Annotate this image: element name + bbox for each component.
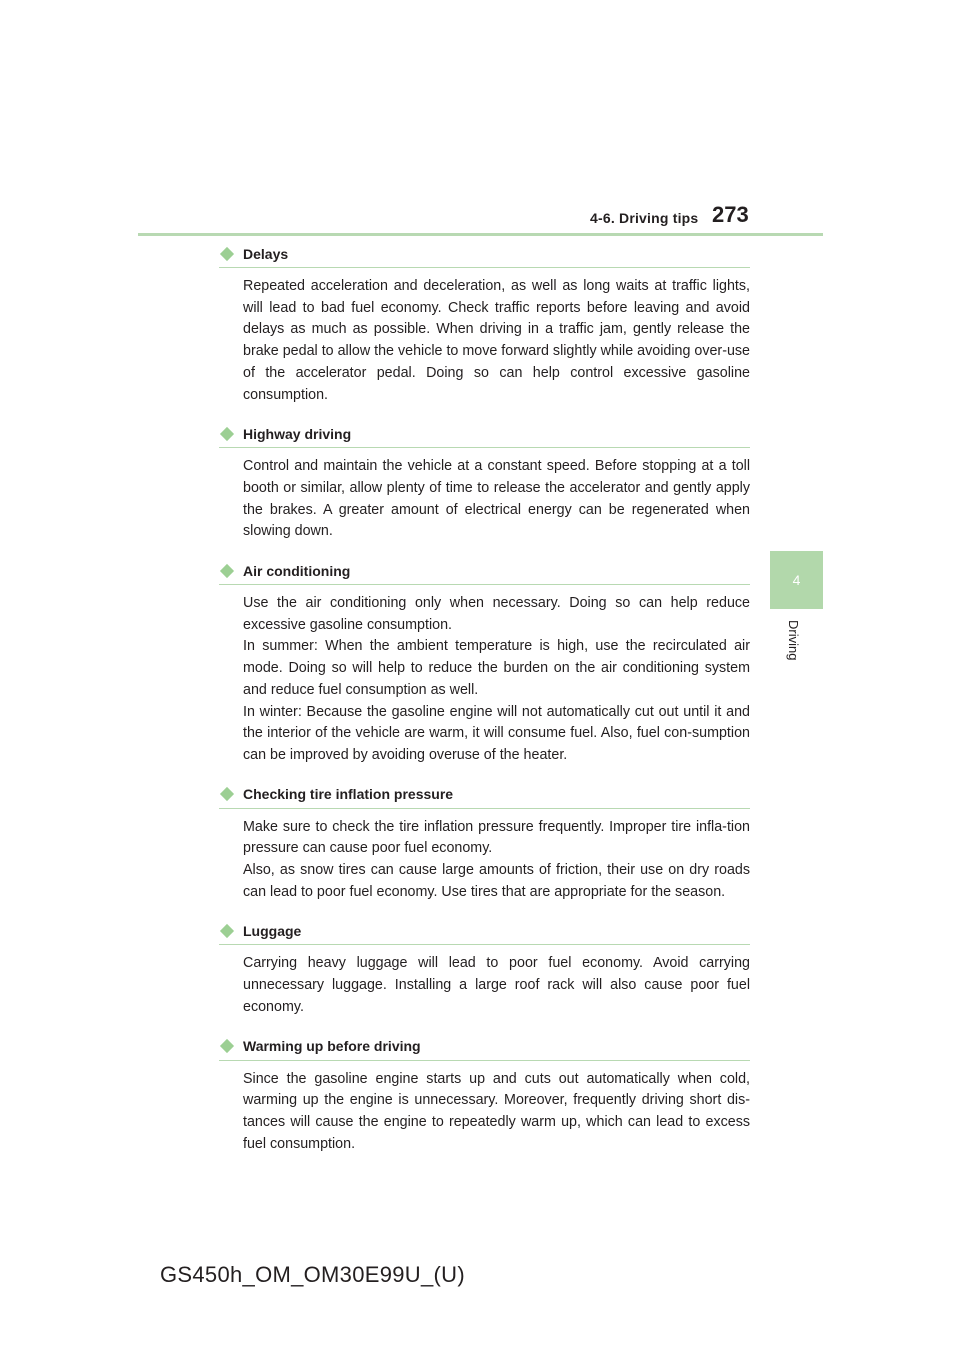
paragraph: Repeated acceleration and deceleration, as well as long waits at traffic lights, will lead to bad fuel economy. Check traffic reports before leaving and avoid delays as much as possible. When driving in a traffic jam, gently release the brake pedal to allow the vehicle to move forward slightly while avoiding over-use of the accelerator pedal. Doing so can help control excessive gasoline consumption. — [243, 278, 751, 403]
section-delays — [219, 240, 750, 406]
section-tire-pressure — [219, 781, 750, 904]
section-heading — [219, 1033, 750, 1061]
section-heading — [219, 557, 750, 585]
running-header-section: 4-6. Driving tips — [590, 210, 699, 226]
diamond-bullet-icon — [220, 924, 234, 938]
section-text — [243, 953, 750, 1018]
paragraph: Since the gasoline engine starts up and cuts out automatically when cold, warming up the engine is unnecessary. Moreover, frequently driving short dis-tances will cause the engine to repeatedly warm up, which can lead to excess fuel consumption. — [243, 1070, 750, 1152]
diamond-bullet-icon — [220, 427, 234, 441]
paragraph: In winter: Because the gasoline engine will not automatically cut out until it and the interior of the vehicle are warm, it will consume fuel. Also, fuel con-sumption can be improved by avoiding overuse of the heater. — [243, 703, 750, 763]
section-text — [243, 276, 750, 406]
document-id-footer: GS450h_OM_OM30E99U_(U) — [160, 1262, 465, 1287]
paragraph: Also, as snow tires can cause large amounts of friction, their use on dry roads can lead to poor fuel economy. Use tires that are appropriate for the season. — [243, 862, 750, 900]
section-warming-up — [219, 1033, 750, 1156]
section-luggage — [219, 917, 750, 1018]
diamond-bullet-icon — [220, 563, 234, 577]
section-text — [243, 817, 750, 904]
paragraph: Use the air conditioning only when necessary. Doing so can help reduce excessive gasoline consumption. — [243, 595, 750, 633]
paragraph: Control and maintain the vehicle at a constant speed. Before stopping at a toll booth or similar, allow plenty of time to release the accelerator and gently apply the brakes. A greater amount of electrical energy can be regenerated when slowing down. — [243, 458, 750, 540]
section-title: Air conditioning — [243, 562, 351, 579]
section-text — [243, 1069, 750, 1156]
paragraph: Make sure to check the tire inflation pressure frequently. Improper tire infla-tion pressure can cause poor fuel economy. — [243, 818, 750, 857]
section-heading — [219, 240, 750, 268]
paragraph: In summer: When the ambient temperature is high, use the recirculated air mode. Doing so will help to reduce the burden on the air conditioning system and reduce fuel consumption as well. — [243, 638, 750, 698]
page-number: 273 — [712, 202, 749, 227]
paragraph: Carrying heavy luggage will lead to poor fuel economy. Avoid carrying unnecessary luggage. Installing a large roof rack will also cause poor fuel economy. — [243, 955, 750, 1015]
diamond-bullet-icon — [220, 787, 234, 801]
section-title: Checking tire inflation pressure — [243, 786, 454, 803]
chapter-tab-label: Driving — [786, 620, 801, 661]
section-title: Delays — [243, 245, 289, 262]
section-heading — [219, 781, 750, 809]
section-air-conditioning — [219, 557, 750, 767]
chapter-tab: 4 — [770, 551, 823, 609]
section-text — [243, 593, 750, 767]
section-text — [243, 456, 750, 543]
page-body — [219, 240, 750, 1169]
section-title: Highway driving — [243, 425, 352, 442]
diamond-bullet-icon — [220, 246, 234, 260]
header-divider — [138, 233, 823, 236]
diamond-bullet-icon — [220, 1039, 234, 1053]
section-title: Luggage — [243, 922, 302, 939]
section-heading — [219, 420, 750, 448]
section-heading — [219, 917, 750, 945]
section-highway-driving — [219, 420, 750, 543]
section-title: Warming up before driving — [243, 1038, 421, 1055]
